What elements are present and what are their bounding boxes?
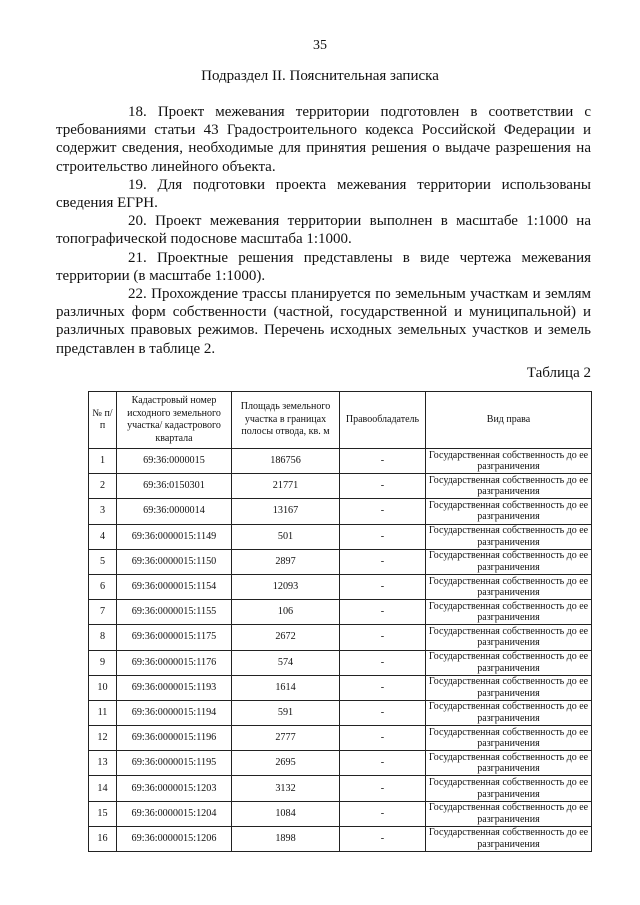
body-text (56, 103, 591, 358)
cell-right-type: Государственная собственность до ее разграничения (426, 726, 592, 751)
cell-number: 5 (89, 549, 117, 574)
cell-owner: - (340, 474, 426, 499)
cell-right-type: Государственная собственность до ее разграничения (426, 449, 592, 474)
cell-owner: - (340, 776, 426, 801)
cell-area: 3132 (232, 776, 340, 801)
table-row (89, 574, 592, 599)
cell-right-type: Государственная собственность до ее разграничения (426, 600, 592, 625)
cell-owner: - (340, 801, 426, 826)
header-owner: Правообладатель (340, 392, 426, 449)
cell-right-type: Государственная собственность до ее разграничения (426, 574, 592, 599)
cell-owner: - (340, 600, 426, 625)
cell-number: 14 (89, 776, 117, 801)
cell-cadastral-number: 69:36:0000014 (117, 499, 232, 524)
cell-area: 1084 (232, 801, 340, 826)
cell-area: 1614 (232, 675, 340, 700)
cell-number: 1 (89, 449, 117, 474)
cell-right-type: Государственная собственность до ее разграничения (426, 625, 592, 650)
cell-cadastral-number: 69:36:0000015:1193 (117, 675, 232, 700)
cell-area: 186756 (232, 449, 340, 474)
cell-area: 2672 (232, 625, 340, 650)
cell-number: 3 (89, 499, 117, 524)
cell-cadastral-number: 69:36:0000015:1196 (117, 726, 232, 751)
cell-area: 574 (232, 650, 340, 675)
cell-owner: - (340, 751, 426, 776)
cell-cadastral-number: 69:36:0000015:1194 (117, 700, 232, 725)
cell-area: 591 (232, 700, 340, 725)
cell-area: 12093 (232, 574, 340, 599)
cell-cadastral-number: 69:36:0000015:1195 (117, 751, 232, 776)
cell-cadastral-number: 69:36:0000015:1175 (117, 625, 232, 650)
cell-number: 13 (89, 751, 117, 776)
table-row (89, 600, 592, 625)
cell-number: 10 (89, 675, 117, 700)
page-number: 35 (313, 38, 327, 53)
table-row (89, 726, 592, 751)
cell-owner: - (340, 524, 426, 549)
cell-owner: - (340, 726, 426, 751)
cell-cadastral-number: 69:36:0000015:1150 (117, 549, 232, 574)
cell-area: 13167 (232, 499, 340, 524)
cell-number: 11 (89, 700, 117, 725)
paragraph-21: 21. Проектные решения представлены в виде чертежа межевания территории (в масштабе 1:1000). (56, 249, 591, 284)
header-right-type: Вид права (426, 392, 592, 449)
cell-owner: - (340, 625, 426, 650)
table-row (89, 650, 592, 675)
table-body (89, 449, 592, 852)
cell-right-type: Государственная собственность до ее разграничения (426, 524, 592, 549)
cell-number: 2 (89, 474, 117, 499)
cell-right-type: Государственная собственность до ее разграничения (426, 549, 592, 574)
cell-right-type: Государственная собственность до ее разграничения (426, 650, 592, 675)
cell-cadastral-number: 69:36:0150301 (117, 474, 232, 499)
cell-right-type: Государственная собственность до ее разграничения (426, 499, 592, 524)
cell-area: 2897 (232, 549, 340, 574)
table-row (89, 751, 592, 776)
cell-right-type: Государственная собственность до ее разграничения (426, 826, 592, 851)
cell-number: 4 (89, 524, 117, 549)
table-row (89, 474, 592, 499)
table-row (89, 625, 592, 650)
cell-cadastral-number: 69:36:0000015:1176 (117, 650, 232, 675)
table-row (89, 801, 592, 826)
cell-area: 21771 (232, 474, 340, 499)
cell-number: 15 (89, 801, 117, 826)
table-row (89, 776, 592, 801)
cell-right-type: Государственная собственность до ее разграничения (426, 474, 592, 499)
cell-number: 12 (89, 726, 117, 751)
cell-number: 8 (89, 625, 117, 650)
table-header-row (89, 392, 592, 449)
header-cadastral-number: Кадастровый номер исходного земельного участка/ кадастрового квартала (117, 392, 232, 449)
cell-number: 7 (89, 600, 117, 625)
cell-area: 501 (232, 524, 340, 549)
paragraph-18: 18. Проект межевания территории подготовлен в соответствии с требованиями статьи 43 Градостроительного кодекса Российской Федерации и содержит сведения, необходимые для принятия решения о выдаче разрешения на строительство линейного объекта. (56, 104, 591, 175)
cell-right-type: Государственная собственность до ее разграничения (426, 700, 592, 725)
paragraph-22: 22. Прохождение трассы планируется по земельным участкам и землям различных форм собственности (частной, государственной и муниципальной) и различных правовых режимов. Перечень исходных земельных участков и земель представлен в таблице 2. (56, 286, 591, 357)
header-area: Площадь земельного участка в границах полосы отвода, кв. м (232, 392, 340, 449)
cell-owner: - (340, 574, 426, 599)
paragraph-20: 20. Проект межевания территории выполнен в масштабе 1:1000 на топографической подоснове масштаба 1:1000. (56, 213, 591, 248)
cell-right-type: Государственная собственность до ее разграничения (426, 675, 592, 700)
table-row (89, 826, 592, 851)
table-row (89, 524, 592, 549)
table-row (89, 700, 592, 725)
cell-number: 6 (89, 574, 117, 599)
land-plots-table (88, 391, 592, 852)
table-caption: Таблица 2 (526, 365, 591, 381)
cell-right-type: Государственная собственность до ее разграничения (426, 776, 592, 801)
cell-cadastral-number: 69:36:0000015:1204 (117, 801, 232, 826)
cell-area: 2695 (232, 751, 340, 776)
cell-owner: - (340, 549, 426, 574)
table-row (89, 549, 592, 574)
cell-number: 9 (89, 650, 117, 675)
table-row (89, 499, 592, 524)
cell-number: 16 (89, 826, 117, 851)
cell-right-type: Государственная собственность до ее разграничения (426, 801, 592, 826)
cell-cadastral-number: 69:36:0000015:1155 (117, 600, 232, 625)
cell-owner: - (340, 449, 426, 474)
cell-cadastral-number: 69:36:0000015:1206 (117, 826, 232, 851)
header-number: № п/п (89, 392, 117, 449)
paragraph-19: 19. Для подготовки проекта межевания территории использованы сведения ЕГРН. (56, 176, 591, 212)
cell-owner: - (340, 700, 426, 725)
cell-right-type: Государственная собственность до ее разграничения (426, 751, 592, 776)
cell-cadastral-number: 69:36:0000015:1203 (117, 776, 232, 801)
cell-area: 106 (232, 600, 340, 625)
section-title: Подраздел II. Пояснительная записка (201, 68, 439, 84)
cell-cadastral-number: 69:36:0000015:1149 (117, 524, 232, 549)
cell-area: 1898 (232, 826, 340, 851)
table-row (89, 449, 592, 474)
cell-cadastral-number: 69:36:0000015:1154 (117, 574, 232, 599)
cell-owner: - (340, 675, 426, 700)
cell-owner: - (340, 499, 426, 524)
table-row (89, 675, 592, 700)
cell-owner: - (340, 650, 426, 675)
cell-owner: - (340, 826, 426, 851)
cell-area: 2777 (232, 726, 340, 751)
cell-cadastral-number: 69:36:0000015 (117, 449, 232, 474)
